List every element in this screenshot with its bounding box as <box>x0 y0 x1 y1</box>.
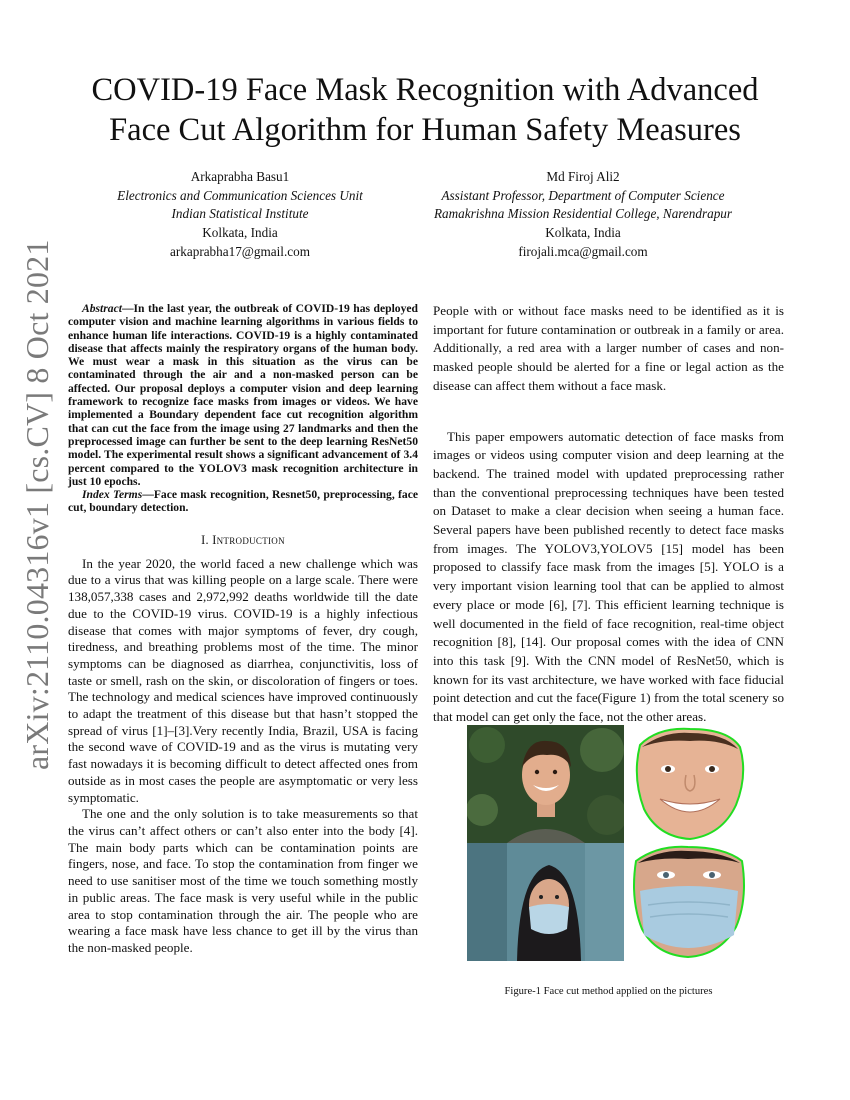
abstract <box>68 302 418 488</box>
introduction-body <box>68 556 418 957</box>
abstract-text: —In the last year, the outbreak of COVID-19 has deployed computer vision and machine learning algorithms in various fields to enhance human life interactions. COVID-19 is a highly contaminated disease that affects mainly the respiratory organs of the human body. We must wear a mask in this situation as the virus can be contaminated through the air and a non-masked person can be affected. Our proposal deploys a computer vision and deep learning framework to recognize face masks from images or videos. We have implemented a Boundary dependent face cut recognition algorithm that can cut the face from the image using 27 landmarks and then the preprocessed image can further be sent to the deep learning ResNet50 model. The experimental result shows a significant advancement of 3.4 percent compared to the YOLOV3 mask recognition architecture in just 10 epochs. <box>68 302 418 488</box>
author-email: firojali.mca@gmail.com <box>518 243 648 259</box>
right-paragraph-1: People with or without face masks need to be identified as it is important for future contamination or outbreak in a family or area. Additionally, a red area with a larger number of cases and non-masked people should be alerted for a fine or legal action as the disease can affect them without a face mask. <box>433 303 784 393</box>
right-column <box>433 302 784 727</box>
author-name: Arkaprabha Basu1 <box>190 169 290 184</box>
author-affiliation: Electronics and Communication Sciences Unit <box>117 187 363 203</box>
figure-1 <box>467 725 749 965</box>
author-name: Md Firoj Ali2 <box>546 169 620 184</box>
left-column <box>68 302 418 957</box>
title-line-2: Face Cut Algorithm for Human Safety Measures <box>109 112 741 148</box>
author-email: arkaprabha17@gmail.com <box>170 243 310 259</box>
author-block-1 <box>75 168 405 262</box>
author-block-2 <box>413 168 753 262</box>
right-paragraph-2: This paper empowers automatic detection of face masks from images or videos using computer vision and deep learning at the backend. The trained model with updated preprocessing rather than the conventional preprocessing techniques have been tested on Dataset to make a clear decision when seeing a human face. Several papers have been published recently to detect face masks from images. The YOLOV3,YOLOV5 [15] model has been proposed to classify face mask from the images [5]. YOLO is a very important vision learning tool that can be applied to almost every place or mode [6], [7]. This efficient learning technique is well documented in the field of face recognition, real-time object recognition [8], [14]. Our proposal comes with the idea of CNN into this task [9]. With the CNN model of ResNet50, which is known for its vast architecture, we have worked with face fiducial point detection and cut the face(Figure 1) from the total scenery so that model can get only the face, not the other areas. <box>433 428 784 725</box>
face-cut-woman <box>628 843 749 961</box>
author-institution: Ramakrishna Mission Residential College, Narendrapur <box>433 206 733 222</box>
section-number: I. <box>201 532 209 547</box>
face-cut-man <box>628 725 749 843</box>
index-terms <box>68 488 418 515</box>
section-title: Introduction <box>212 532 285 547</box>
author-institution: Indian Statistical Institute <box>171 206 309 222</box>
photo-man-original <box>467 725 624 843</box>
title-line-1: COVID-19 Face Mask Recognition with Advanced <box>91 72 759 108</box>
author-affiliation: Assistant Professor, Department of Computer Science <box>441 187 725 203</box>
index-terms-text: —Face mask recognition, Resnet50, preprocessing, face cut, boundary detection. <box>68 488 418 515</box>
paper-title <box>40 70 810 150</box>
photo-woman-original <box>467 843 624 961</box>
arxiv-stamp: arXiv:2110.04316v1 [cs.CV] 8 Oct 2021 <box>19 239 55 770</box>
section-heading-introduction <box>68 533 418 548</box>
figure-caption: Figure-1 Face cut method applied on the pictures <box>504 986 713 997</box>
abstract-label: Abstract <box>82 302 122 315</box>
author-city: Kolkata, India <box>202 225 278 241</box>
author-city: Kolkata, India <box>545 225 621 241</box>
index-terms-label: Index Terms <box>82 488 143 502</box>
intro-paragraph-1: In the year 2020, the world faced a new challenge which was due to a virus that was killing people on a large scale. There were 138,057,338 cases and 2,972,992 deaths worldwide till the date due to the COVID-19 virus. COVID-19 is a highly infectious disease that comes with major symptoms of fever, dry cough, tiredness, and breathing problems most of the time. The minor symptoms can be diagnosed as diarrhea, conjunctivitis, loss of taste or smell, rash on the skin, or discoloration of fingers or toes. The technology and medical sciences have improved continuously to adapt the treatment of this disease but that hasn’t stopped the spread of virus [1]–[3].Very recently India, Brazil, USA is facing the second wave of COVID-19 and as the virus is mutating very fast nowadays it is becoming difficult to detect affected ones from outside as in most cases the people are asymptomatic or very less symptomatic. <box>68 555 418 805</box>
intro-paragraph-2: The one and the only solution is to take measurements so that the virus can’t affect others or can’t also enter into the body [4]. The main body parts which can be contamination points are fingers, nose, and face. To stop the contamination from finger we need to use sanitiser most of the time we touch something mostly in public areas. The face mask is very useful while in the public area to stop contamination through the air. The people who are wearing a face mask have less chance to get ill by the virus than the non-masked people. <box>68 806 418 955</box>
